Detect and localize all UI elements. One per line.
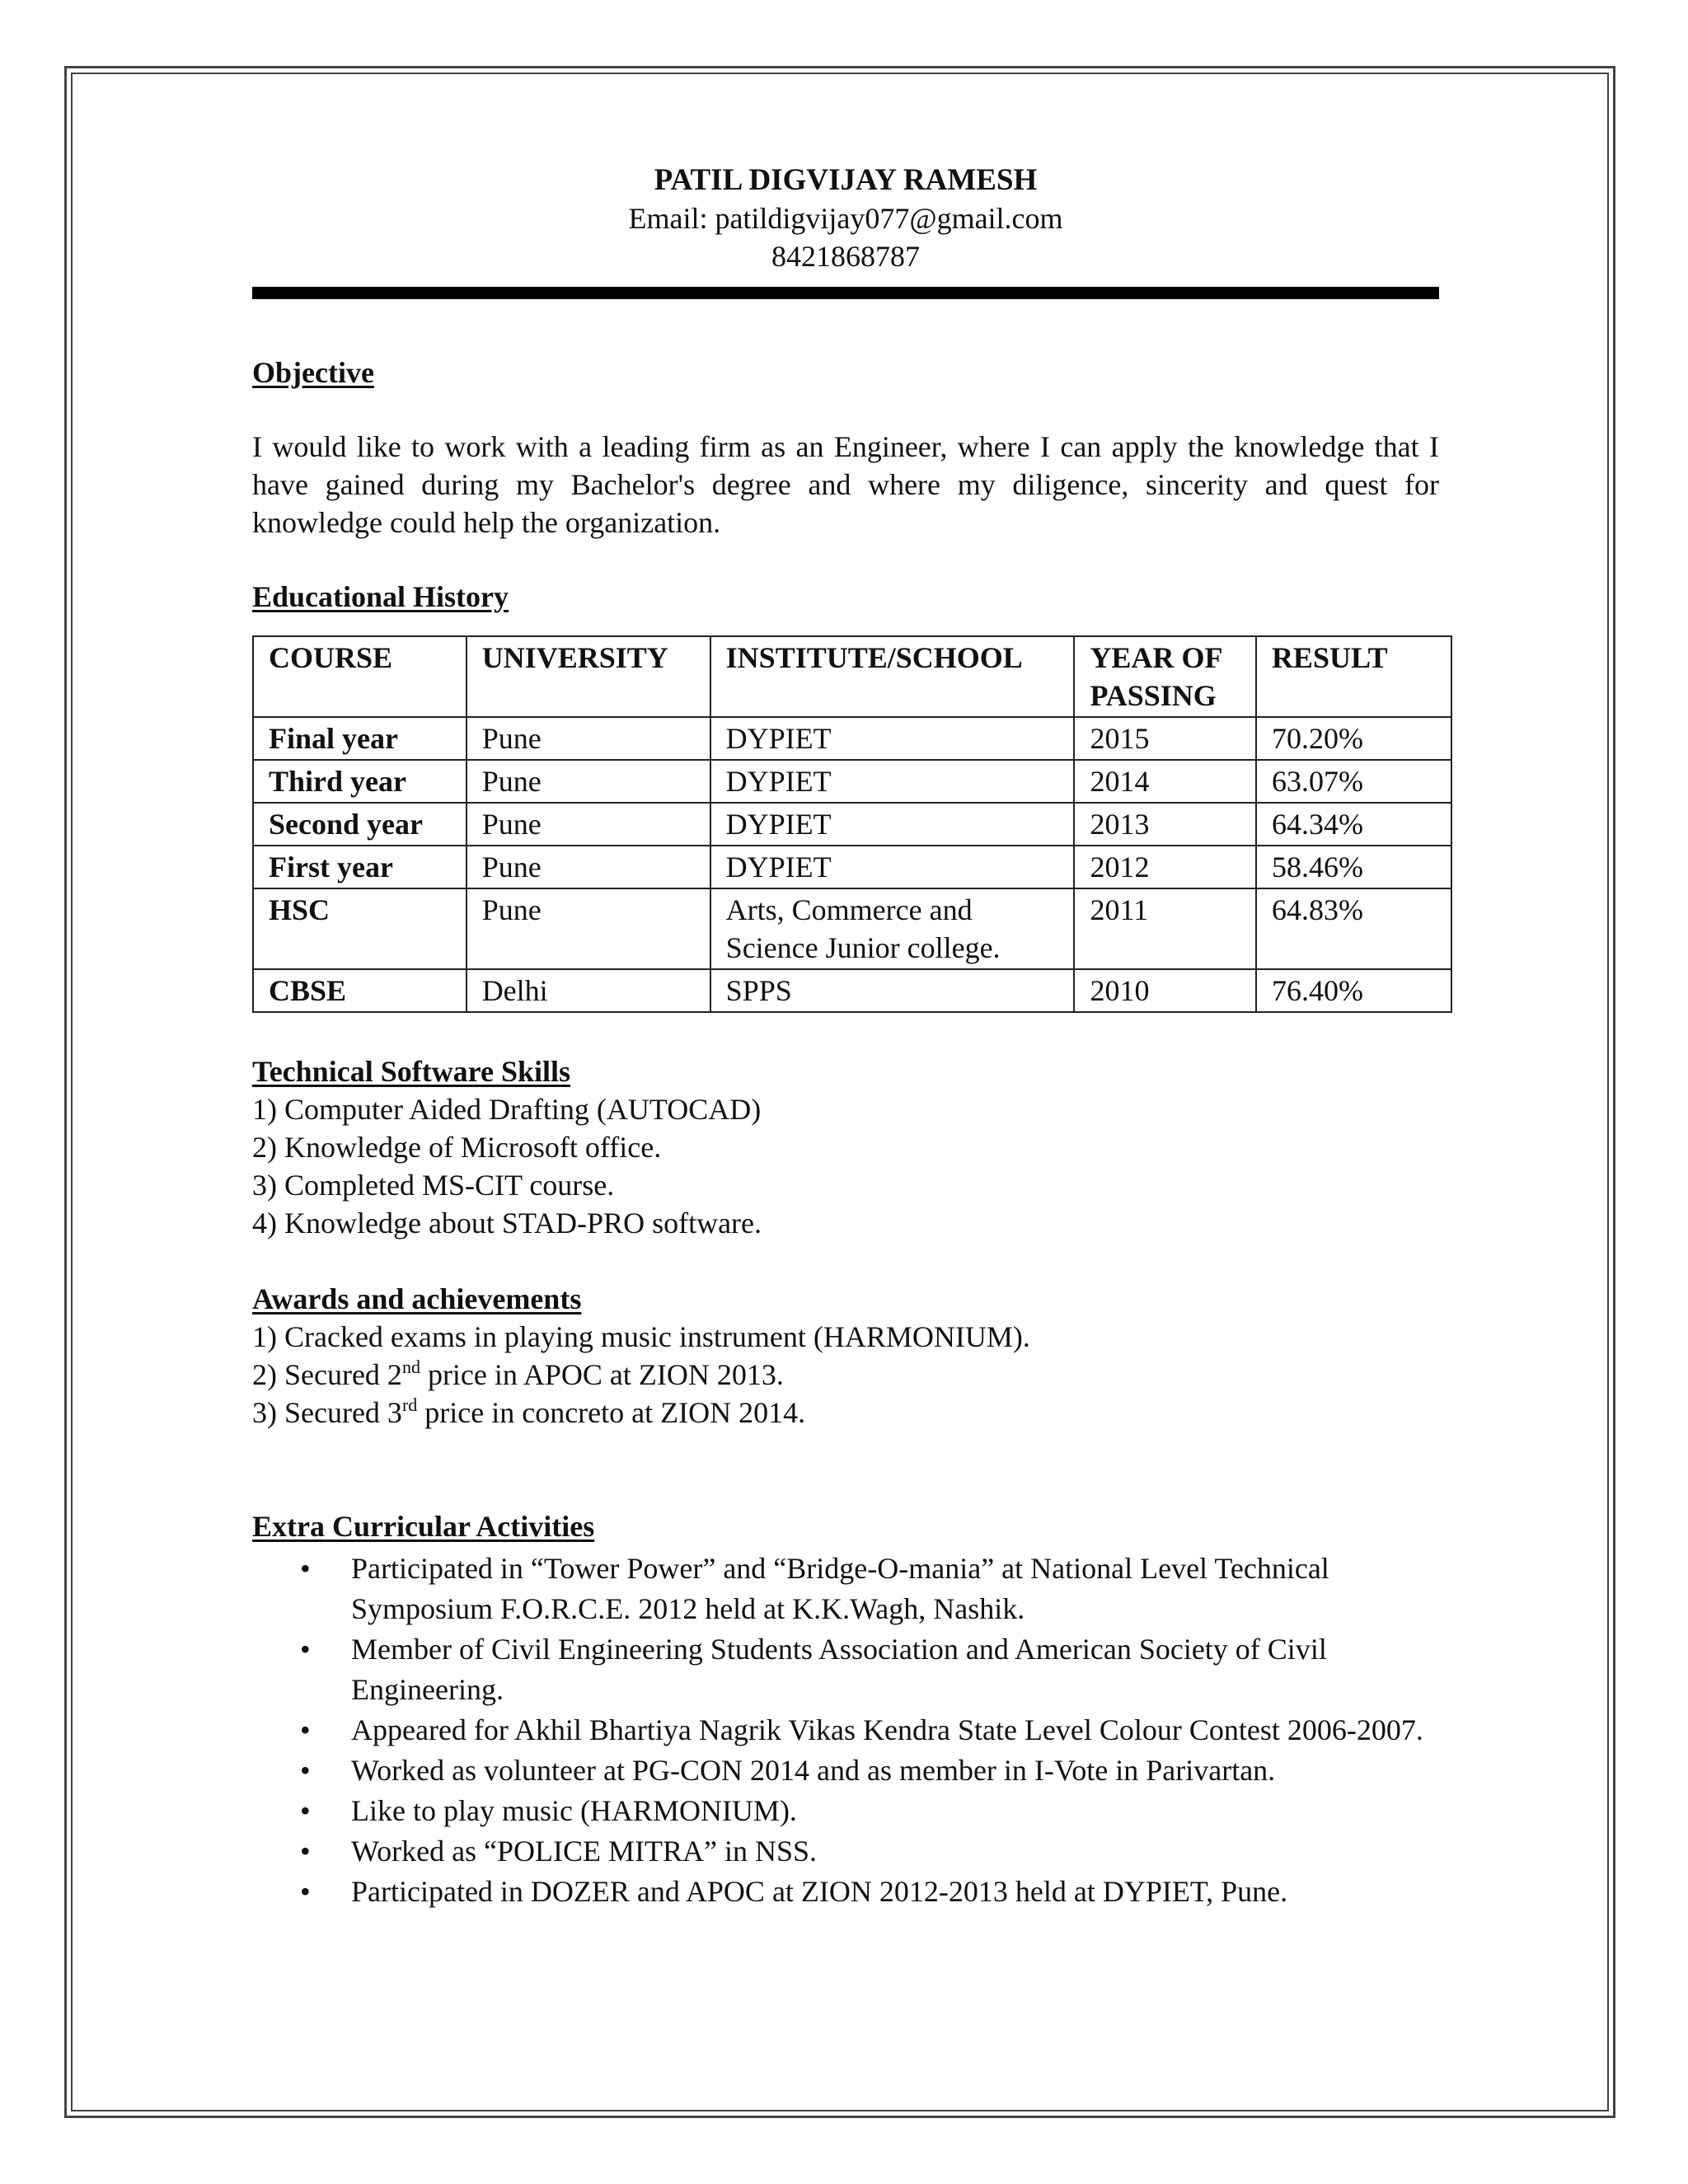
table-row	[253, 846, 1451, 888]
list-item	[300, 1872, 1439, 1912]
awards-list	[252, 1318, 1439, 1432]
cell-institute: SPPS	[710, 969, 1075, 1012]
table-row	[253, 760, 1451, 803]
cell-year: 2010	[1074, 969, 1256, 1012]
skills-heading: Technical Software Skills	[252, 1055, 571, 1088]
cell-course: Final year	[253, 717, 467, 760]
cell-institute: DYPIET	[710, 717, 1075, 760]
table-row	[253, 803, 1451, 846]
cell-year: 2012	[1074, 846, 1256, 888]
cell-university: Pune	[467, 888, 710, 969]
extra-curricular-heading: Extra Curricular Activities	[252, 1510, 595, 1543]
bullet-icon: •	[300, 1875, 311, 1908]
cell-result: 64.34%	[1256, 803, 1451, 846]
bullet-icon: •	[300, 1713, 311, 1746]
candidate-phone: 8421868787	[771, 240, 920, 273]
skills-list	[252, 1090, 1439, 1242]
column-header-university: UNIVERSITY	[467, 636, 710, 717]
bullet-icon: •	[300, 1835, 311, 1868]
column-header-institute: INSTITUTE/SCHOOL	[710, 636, 1075, 717]
candidate-name: PATIL DIGVIJAY RAMESH	[654, 163, 1038, 197]
cell-institute: DYPIET	[710, 846, 1075, 888]
resume-header	[252, 162, 1439, 275]
cell-institute: DYPIET	[710, 803, 1075, 846]
awards-heading: Awards and achievements	[252, 1282, 582, 1315]
list-item-text: Participated in DOZER and APOC at ZION 2012-2013 held at DYPIET, Pune.	[351, 1875, 1288, 1908]
candidate-email: Email: patildigvijay077@gmail.com	[628, 202, 1063, 235]
cell-result: 76.40%	[1256, 969, 1451, 1012]
list-item: 2) Knowledge of Microsoft office.	[252, 1131, 662, 1164]
list-item-text: Worked as volunteer at PG-CON 2014 and as member in I-Vote in Parivartan.	[351, 1754, 1276, 1787]
cell-year: 2013	[1074, 803, 1256, 846]
column-header-course: COURSE	[253, 636, 467, 717]
extra-curricular-list	[252, 1549, 1439, 1912]
bullet-icon: •	[300, 1633, 311, 1666]
bullet-icon: •	[300, 1552, 311, 1585]
header-divider	[252, 287, 1439, 299]
objective-text: I would like to work with a leading firm as an Engineer, where I can apply the knowledge that I have gained during my Bachelor's degree and where my diligence, sincerity and quest for knowledge could help the organization.	[252, 430, 1439, 539]
list-item: 4) Knowledge about STAD-PRO software.	[252, 1207, 762, 1240]
cell-course: First year	[253, 846, 467, 888]
list-item	[300, 1629, 1439, 1710]
award-text-start: 3) Secured 3	[252, 1396, 402, 1429]
bullet-icon: •	[300, 1794, 311, 1827]
list-item	[300, 1831, 1439, 1872]
cell-university: Delhi	[467, 969, 710, 1012]
education-heading: Educational History	[252, 580, 509, 613]
resume-document	[252, 162, 1439, 1912]
education-table	[252, 635, 1452, 1013]
cell-course: HSC	[253, 888, 467, 969]
list-item	[300, 1710, 1439, 1750]
list-item-text: Like to play music (HARMONIUM).	[351, 1794, 797, 1827]
list-item-text: Worked as “POLICE MITRA” in NSS.	[351, 1835, 818, 1868]
list-item	[300, 1750, 1439, 1791]
cell-result: 70.20%	[1256, 717, 1451, 760]
award-text-end: price in APOC at ZION 2013.	[420, 1358, 784, 1391]
cell-result: 64.83%	[1256, 888, 1451, 969]
cell-result: 58.46%	[1256, 846, 1451, 888]
list-item	[252, 1356, 1439, 1394]
list-item: 1) Cracked exams in playing music instrument (HARMONIUM).	[252, 1320, 1030, 1353]
award-text-end: price in concreto at ZION 2014.	[417, 1396, 806, 1429]
cell-institute: Arts, Commerce and Science Junior college.	[710, 888, 1075, 969]
list-item-text: Participated in “Tower Power” and “Bridge-O-mania” at National Level Technical Symposium F.O.R.C.E. 2012 held at K.K.Wagh, Nashik.	[351, 1552, 1329, 1625]
cell-result: 63.07%	[1256, 760, 1451, 803]
cell-university: Pune	[467, 803, 710, 846]
column-header-result: RESULT	[1256, 636, 1451, 717]
list-item: 1) Computer Aided Drafting (AUTOCAD)	[252, 1093, 762, 1126]
cell-year: 2014	[1074, 760, 1256, 803]
list-item	[252, 1394, 1439, 1432]
table-row	[253, 717, 1451, 760]
cell-course: Third year	[253, 760, 467, 803]
bullet-icon: •	[300, 1754, 311, 1787]
cell-year: 2015	[1074, 717, 1256, 760]
list-item-text: Member of Civil Engineering Students Association and American Society of Civil Engineering.	[351, 1633, 1327, 1706]
list-item	[300, 1549, 1439, 1629]
table-row	[253, 888, 1451, 969]
ordinal-suffix: rd	[401, 1394, 418, 1415]
column-header-year: YEAR OF PASSING	[1074, 636, 1256, 717]
cell-institute: DYPIET	[710, 760, 1075, 803]
cell-course: CBSE	[253, 969, 467, 1012]
cell-university: Pune	[467, 760, 710, 803]
cell-university: Pune	[467, 846, 710, 888]
cell-course: Second year	[253, 803, 467, 846]
education-table-header-row	[253, 636, 1451, 717]
list-item-text: Appeared for Akhil Bhartiya Nagrik Vikas Kendra State Level Colour Contest 2006-2007.	[351, 1713, 1423, 1746]
award-text-start: 2) Secured 2	[252, 1358, 402, 1391]
list-item: 3) Completed MS-CIT course.	[252, 1169, 615, 1202]
cell-university: Pune	[467, 717, 710, 760]
table-row	[253, 969, 1451, 1012]
cell-year: 2011	[1074, 888, 1256, 969]
ordinal-suffix: nd	[401, 1357, 420, 1377]
list-item	[300, 1791, 1439, 1831]
objective-heading: Objective	[252, 356, 374, 389]
